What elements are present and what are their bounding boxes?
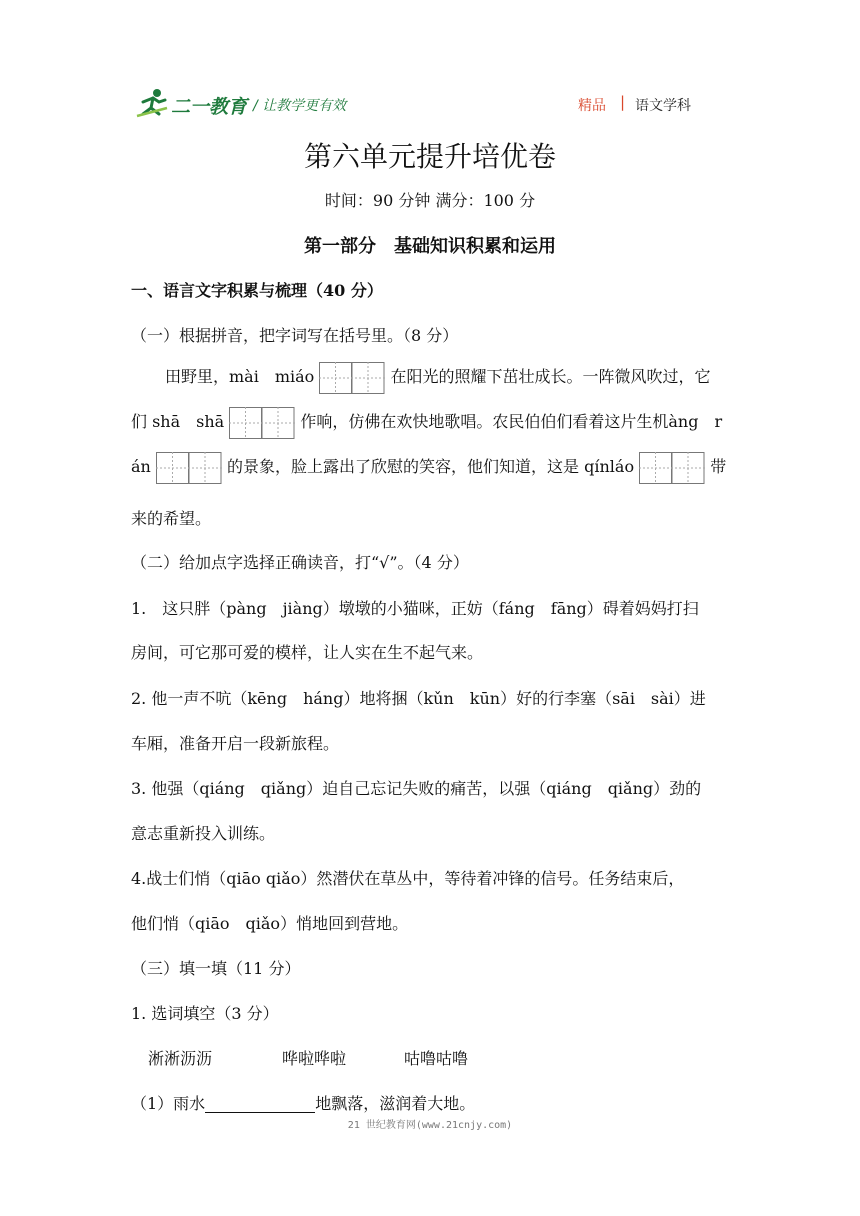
q1-text: 们 shā shā <box>131 412 225 431</box>
header <box>135 88 735 120</box>
writing-grid-2[interactable] <box>229 407 295 439</box>
question-3-heading: （三）填一填（11 分） <box>131 959 301 978</box>
word-option: 哗啦哗啦 <box>282 1049 347 1068</box>
word-option: 咕噜咕噜 <box>404 1049 469 1068</box>
q2-line: 意志重新投入训练。 <box>131 824 276 843</box>
q2-line: 他们悄（qiāo qiǎo）悄地回到营地。 <box>131 914 409 933</box>
q2-line: 2. 他一声不吭（kēng háng）地将捆（kǔn kūn）好的行李塞（sāi sài）进 <box>131 689 706 708</box>
q1-line-4: 来的希望。 <box>131 509 212 528</box>
q2-line: 3. 他强（qiáng qiǎng）迫自己忘记失败的痛苦，以强（qiáng qiǎng）劲的 <box>131 779 702 798</box>
runner-logo-icon <box>135 88 169 118</box>
q2-line: 1. 这只胖（pàng jiàng）墩墩的小猫咪，正妨（fáng fāng）碍着妈妈打扫 <box>131 599 699 618</box>
exam-info: 时间：90 分钟 满分：100 分 <box>324 191 536 210</box>
q1-text: 作响，仿佛在欢快地歌唱。农民伯伯们看着这片生机àng r <box>300 412 723 431</box>
q3-fill-text: （1）雨水 <box>131 1094 206 1113</box>
footer-source: 21 世纪教育网(www.21cnjy.com) <box>347 1120 513 1131</box>
q3-sub-heading: 1. 选词填空（3 分） <box>131 1004 279 1023</box>
slogan: / 让教学更有效 <box>253 98 347 114</box>
q1-line-1 <box>165 360 711 394</box>
logo-text: 二一教育 <box>171 96 248 118</box>
q3-fill-text: 地飘落，滋润着大地。 <box>315 1094 476 1113</box>
q1-text: 带 <box>710 457 727 476</box>
section-heading: 一、语言文字积累与梳理（40 分） <box>131 281 383 300</box>
question-2-heading: （二）给加点字选择正确读音，打“√”。（4 分） <box>131 553 469 572</box>
writing-grid-4[interactable] <box>639 452 705 484</box>
q3-fill-1 <box>131 1091 475 1114</box>
q1-text: 在阳光的照耀下茁壮成长。一阵微风吹过，它 <box>390 367 711 386</box>
q1-text: 的景象，脸上露出了欣慰的笑容，他们知道，这是 qínláo <box>227 457 635 476</box>
q1-line-3 <box>131 450 726 484</box>
q1-line-2 <box>131 405 722 439</box>
fill-blank[interactable] <box>205 1094 315 1113</box>
writing-grid-3[interactable] <box>156 452 222 484</box>
badge-separator: | <box>620 93 626 111</box>
q2-line: 房间，可它那可爱的模样，让人实在生不起气来。 <box>131 643 484 662</box>
q2-line: 4.战士们悄（qiāo qiǎo）然潜伏在草丛中，等待着冲锋的信号。任务结束后， <box>131 869 685 888</box>
badge-quality: 精品 <box>578 98 606 114</box>
question-1-heading: （一）根据拼音，把字词写在括号里。（8 分） <box>131 326 459 345</box>
q2-line: 车厢，准备开启一段新旅程。 <box>131 734 340 753</box>
word-option: 淅淅沥沥 <box>148 1049 213 1068</box>
q1-text: án <box>131 457 151 476</box>
writing-grid-1[interactable] <box>319 362 385 394</box>
page-title: 第六单元提升培优卷 <box>303 140 556 173</box>
badge-subject: 语文学科 <box>635 98 691 114</box>
q1-text: 田野里，mài miáo <box>165 367 315 386</box>
part-title: 第一部分 基础知识积累和运用 <box>304 236 556 257</box>
